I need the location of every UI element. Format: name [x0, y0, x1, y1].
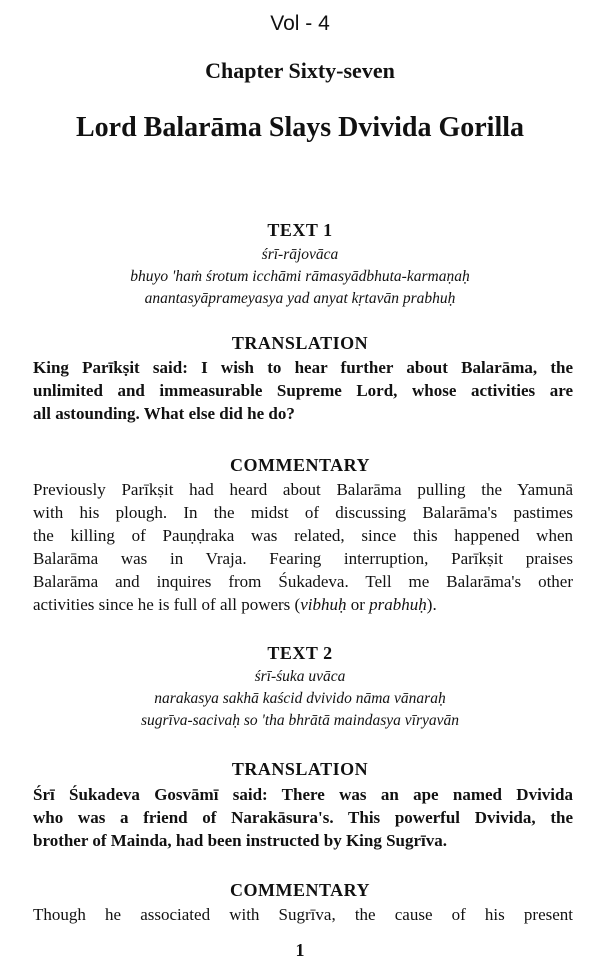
paragraph-line: Balarāma and inquires from Śukadeva. Tell me Balarāma's other: [33, 572, 573, 591]
page-number: 1: [295, 940, 305, 960]
commentary2-heading: COMMENTARY: [229, 880, 371, 900]
paragraph-line: Balarāma was in Vraja. Fearing interruption, Parīkṣit praises: [33, 549, 573, 568]
text2-heading: TEXT 2: [267, 643, 333, 663]
paragraph-line: the killing of Pauṇḍraka was related, since this happened when: [33, 526, 573, 545]
sanskrit-term: prabhuḥ: [369, 595, 427, 614]
translation1-heading: TRANSLATION: [231, 333, 369, 353]
chapter-title: Lord Balarāma Slays Dvivida Gorilla: [75, 112, 525, 143]
paragraph-line: Previously Parīkṣit had heard about Balarāma pulling the Yamunā: [33, 480, 573, 499]
paragraph-line: Though he associated with Sugrīva, the cause of his present: [33, 905, 573, 924]
sanskrit-term: vibhuḥ: [300, 595, 347, 614]
verse-line: bhuyo 'haṁ śrotum icchāmi rāmasyādbhuta-karmaṇaḥ: [130, 268, 470, 285]
commentary1-paragraph: [33, 478, 573, 616]
line-text: or: [346, 595, 370, 614]
paragraph-line: with his plough. In the midst of discussing Balarāma's pastimes: [33, 503, 573, 522]
translation1-paragraph: [33, 356, 573, 425]
paragraph-line: all astounding. What else did he do?: [33, 404, 295, 423]
line-text: activities since he is full of all powers (: [33, 595, 301, 614]
verse-line: sugrīva-sacivaḥ so 'tha bhrātā maindasya vīryavān: [140, 712, 459, 729]
verse-line: śrī-śuka uvāca: [254, 668, 346, 685]
translation2-paragraph: [33, 783, 573, 852]
text1-verse: [0, 244, 600, 310]
paragraph-line: King Parīkṣit said: I wish to hear further about Balarāma, the: [33, 358, 573, 377]
text1-heading: TEXT 1: [267, 220, 333, 240]
commentary2-paragraph: [33, 903, 573, 926]
paragraph-line: brother of Mainda, had been instructed by King Sugrīva.: [33, 831, 448, 850]
translation2-heading: TRANSLATION: [231, 759, 369, 779]
paragraph-line: who was a friend of Narakāsura's. This powerful Dvivida, the: [33, 808, 573, 827]
chapter-heading: Chapter Sixty-seven: [205, 58, 395, 83]
volume-label: Vol - 4: [270, 12, 330, 35]
paragraph-line: unlimited and immeasurable Supreme Lord, whose activities are: [33, 381, 573, 400]
verse-line: narakasya sakhā kaścid dvivido nāma vānaraḥ: [154, 690, 446, 707]
text2-verse: [0, 666, 600, 732]
paragraph-line: Śrī Śukadeva Gosvāmī said: There was an ape named Dvivida: [33, 785, 573, 804]
line-text: ).: [426, 595, 437, 614]
verse-line: anantasyāprameyasya yad anyat kṛtavān prabhuḥ: [144, 290, 456, 307]
paragraph-line: [33, 593, 573, 616]
commentary1-heading: COMMENTARY: [229, 455, 371, 475]
verse-line: śrī-rājovāca: [261, 246, 339, 263]
